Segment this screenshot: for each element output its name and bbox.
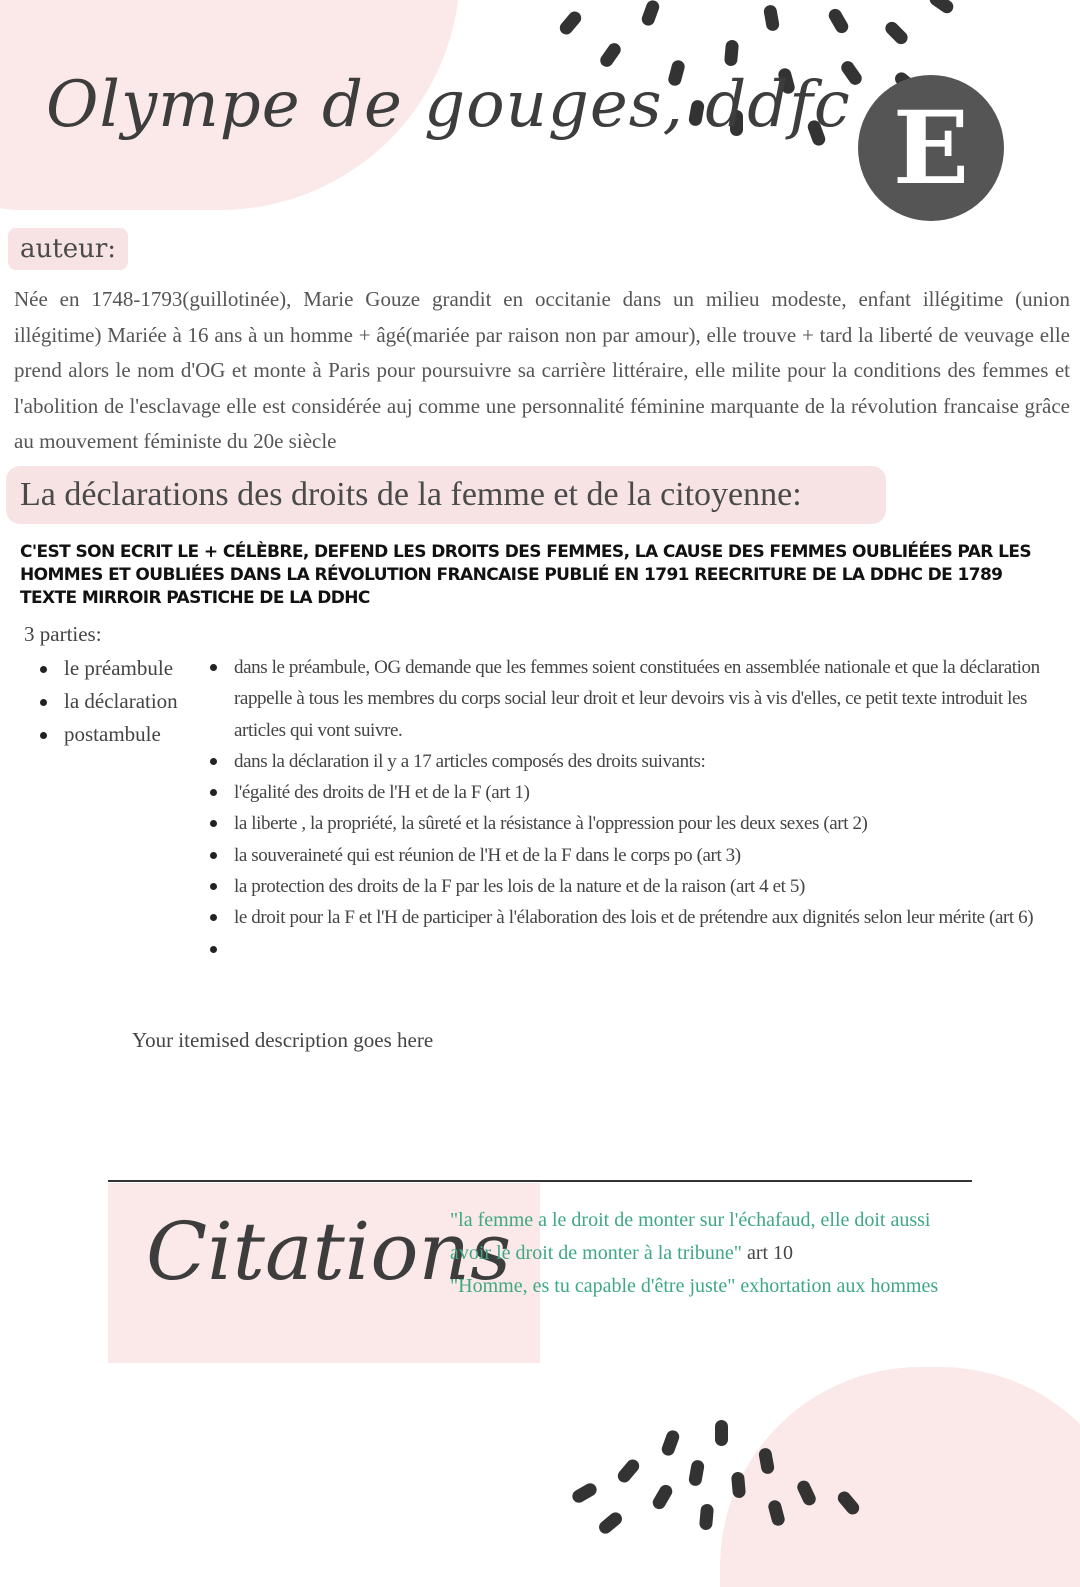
author-bio: Née en 1748-1793(guillotinée), Marie Gouze grandit en occitanie dans un milieu modeste, enfant illégitime (union illégitime) Mariée à 16 ans à un homme + âgé(mariée par raison non par amour), elle trouve + tard la liberté de veuvage elle prend alors le nom d'OG et monte à Paris pour poursuivre sa carrière littéraire, elle milite pour la conditions des femmes et l'abolition de l'esclavage elle est considérée auj comme une personnalité féminine marquante de la révolution francaise grâce au mouvement féministe du 20e siècle <box>14 287 1070 453</box>
list-item: la liberte , la propriété, la sûreté et la résistance à l'oppression pour les deux sexes (art 2) <box>208 808 1048 839</box>
page-title: Olympe de gouges, ddfc <box>46 68 851 142</box>
list-item: dans le préambule, OG demande que les femmes soient constituées en assemblée nationale et que la déclaration rappelle à tous les membres du corps social leur droit et leur devoirs vis à vis d'elles, ce petit texte introduit les articles qui vont suivre. <box>208 652 1048 746</box>
quote-1: "la femme a le droit de monter sur l'échafaud, elle doit aussi avoir le droit de monter à la tribune" <box>450 1209 931 1264</box>
rights-list <box>208 652 1048 965</box>
list-item: le droit pour la F et l'H de participer à l'élaboration des lois et de prétendre aux dignités selon leur mérite (art 6) <box>208 902 1048 933</box>
list-item: la protection des droits de la F par les lois de la nature et de la raison (art 4 et 5) <box>208 871 1048 902</box>
list-item: l'égalité des droits de l'H et de la F (art 1) <box>208 777 1048 808</box>
citations-title: Citations <box>146 1205 512 1298</box>
parts-label: 3 parties: <box>24 622 102 646</box>
declaration-summary: C'EST SON ECRIT LE + CÉLÈBRE, DEFEND LES DROITS DES FEMMES, LA CAUSE DES FEMMES OUBLIÉÉES PAR LES HOMMES ET OUBLIÉES DANS LA RÉVOLUTION FRANCAISE PUBLIÉ EN 1791 REECRITURE DE LA DDHC DE 1789 TEXTE MIRROIR PASTICHE DE LA DDHC <box>20 542 1031 608</box>
logo-badge <box>858 75 1004 221</box>
quote-2: "Homme, es tu capable d'être juste" exhortation aux hommes <box>450 1275 939 1297</box>
declaration-heading <box>6 466 886 524</box>
list-item: dans la déclaration il y a 17 articles composés des droits suivants: <box>208 746 1048 777</box>
author-label: auteur: <box>8 228 128 270</box>
quote-1-reference: art 10 <box>746 1242 794 1264</box>
list-item: la souveraineté qui est réunion de l'H et de la F dans le corps po (art 3) <box>208 840 1048 871</box>
divider <box>108 1180 972 1182</box>
decorative-dots-bottom <box>560 1410 880 1527</box>
placeholder-text: Your itemised description goes here <box>132 1028 434 1052</box>
citations-quotes <box>450 1204 970 1303</box>
declaration-heading-text: La déclarations des droits de la femme et de la citoyenne: <box>20 476 802 513</box>
parts-list <box>38 652 218 751</box>
list-item: postambule <box>38 718 218 751</box>
list-item: le préambule <box>38 652 218 685</box>
list-item-empty <box>208 934 1048 965</box>
list-item: la déclaration <box>38 685 218 718</box>
logo-letter: E <box>892 89 970 207</box>
